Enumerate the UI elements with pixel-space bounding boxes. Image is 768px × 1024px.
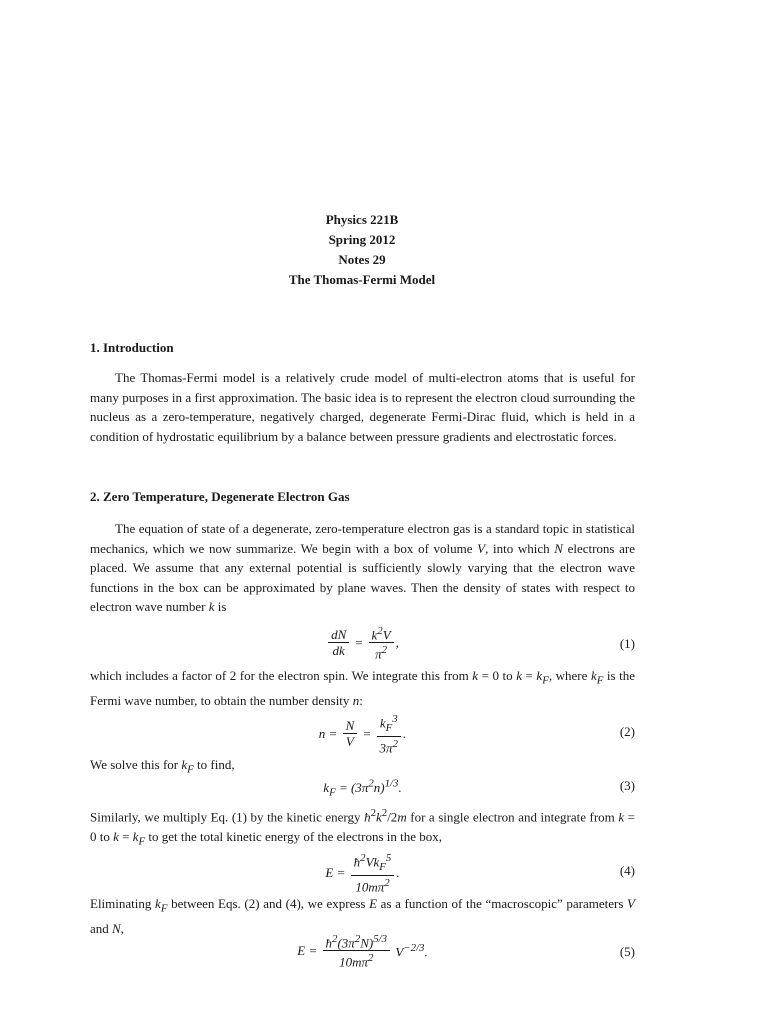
equation-4: E = $\frac{ħ^2Vk_F^5}{10m\pi^2}$ . (4): [325, 852, 635, 895]
section-heading-electron-gas: 2. Zero Temperature, Degenerate Electron Gas: [90, 489, 350, 504]
equation-1: $\frac{dN}{dk}$ = $\frac{k^2V}{\pi^2}$ , (1): [90, 624, 635, 664]
equation-number: (3): [619, 778, 635, 793]
equation-5: E = $\frac{ħ^2(3\pi^2N)^{5/3}}{10m\pi^2}$ $V^{-2/3}$. (5): [297, 933, 635, 970]
line-solve-kf: We solve this for $k_F$ to find,: [90, 757, 235, 776]
notes-number: Notes 29: [338, 252, 386, 267]
equation-number: (5): [619, 944, 635, 959]
document-title: The Thomas-Fermi Model: [288, 272, 436, 287]
equation-number: (1): [619, 636, 635, 651]
section-heading-introduction: 1. Introduction: [90, 340, 174, 355]
title-block: [0, 210, 724, 290]
electron-gas-paragraph: The equation of state of a degenerate, zero-temperature electron gas is a standard topic in statistical mechanics, which we now summarize. We begin with a box of volume V, into which N electrons are placed. We assume that any external potential is sufficiently slowly varying that the electron wave functions in the box can be approximated by plane waves. Then the density of states with respect to electron wave number k is: [90, 521, 635, 614]
equation-number: (2): [619, 724, 635, 739]
course-name: Physics 221B: [325, 212, 399, 227]
paragraph-fermi-wave-number: which includes a factor of 2 for the electron spin. We integrate this from k = 0 to $k = k_F$, where $k_F$ is the Fermi wave number, to obtain the number density n:: [90, 668, 635, 709]
paragraph-kinetic-energy: Similarly, we multiply Eq. (1) by the kinetic energy $ħ^2k^2/2m$ for a single electron and integrate from k = 0 to $k = k_F$ to get the total kinetic energy of the electrons in the box,: [90, 807, 635, 848]
equation-2: n = $\frac{N}{V}$ = $\frac{k_F^3}{3\pi^2}$ . (2): [318, 713, 635, 756]
paragraph-eliminating-kf: Eliminating $k_F$ between Eqs. (2) and (4), we express E as a function of the “macroscopic” parameters V and N,: [90, 896, 635, 937]
equation-number: (4): [619, 863, 635, 878]
equation-3: $k_F = (3\pi^2n)^{1/3}$. (3): [323, 778, 635, 799]
term: Spring 2012: [328, 232, 396, 247]
introduction-paragraph: The Thomas-Fermi model is a relatively crude model of multi-electron atoms that is useful for many purposes in a first approximation. The basic idea is to represent the electron cloud surrounding the nucleus as a zero-temperature, negatively charged, degenerate Fermi-Dirac fluid, which is held in a condition of hydrostatic equilibrium by a balance between pressure gradients and electrostatic forces.: [90, 370, 635, 444]
